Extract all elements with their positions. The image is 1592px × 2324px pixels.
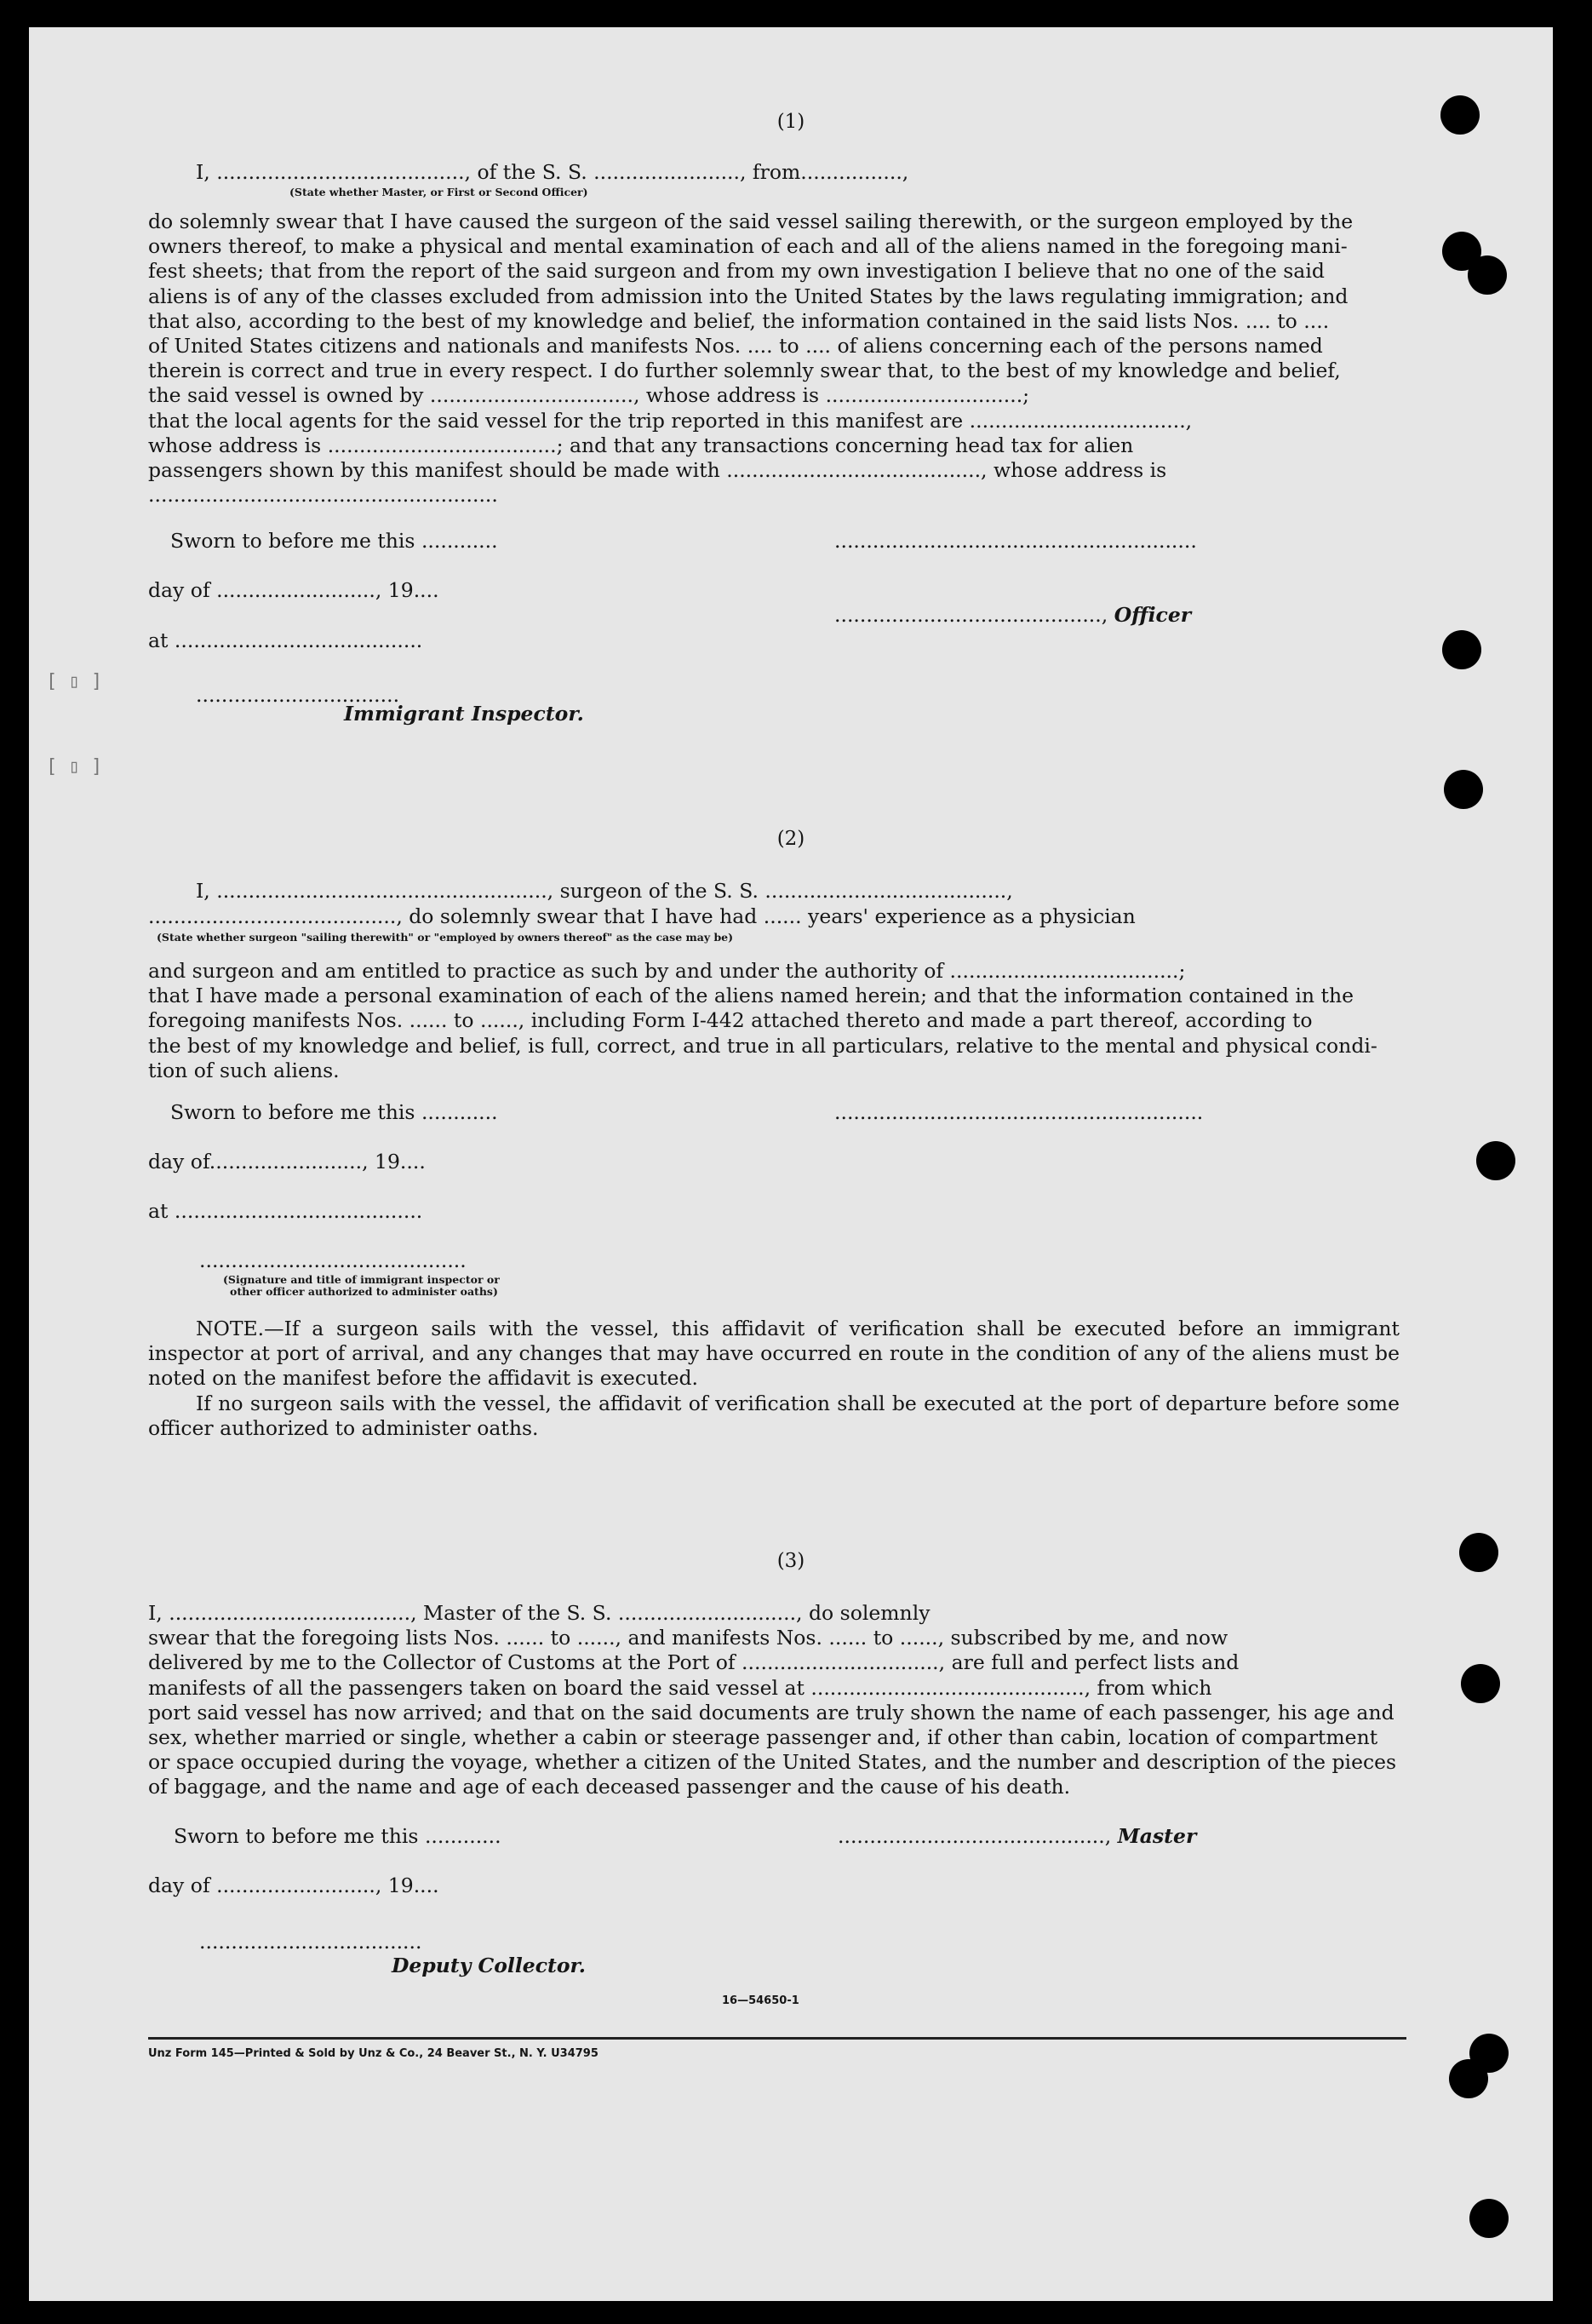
officer-dots: .........................................., bbox=[834, 603, 1114, 627]
section-2-sworn: Sworn to before me this ............ bbox=[170, 1100, 498, 1124]
body-line: of baggage, and the name and age of each deceased passenger and the cause of his death. bbox=[148, 1775, 1071, 1799]
body-line: aliens is of any of the classes excluded from admission into the United States by the laws regulating immigration; and bbox=[148, 284, 1349, 308]
section-2-at: at ....................................... bbox=[148, 1199, 423, 1223]
body-line: port said vessel has now arrived; and that on the said documents are truly shown the name of each passenger, his age and bbox=[148, 1700, 1394, 1724]
body-line: that the local agents for the said vessel for the trip reported in this manifest are .................................., bbox=[148, 408, 1193, 433]
section-3-number: (3) bbox=[776, 1550, 805, 1572]
master-label: Master bbox=[1117, 1824, 1197, 1848]
section-3-deputy-dots: ................................... bbox=[199, 1930, 422, 1954]
section-2-surgeon-note: (State whether surgeon "sailing therewith" or "employed by owners thereof" as the case may be) bbox=[157, 931, 734, 944]
body-line: delivered by me to the Collector of Customs at the Port of ..............................., are full and perfect lists and bbox=[148, 1650, 1240, 1675]
punch-hole bbox=[1468, 255, 1507, 295]
section-2-signature-note-1: (Signature and title of immigrant inspector or bbox=[223, 1273, 500, 1286]
footer-rule bbox=[148, 2037, 1406, 2040]
body-line: I, ......................................, Master of the S. S. ............................, do solemnly bbox=[148, 1601, 931, 1625]
body-line: ....................................................... bbox=[148, 483, 498, 508]
punch-hole bbox=[1461, 1664, 1500, 1703]
body-line: passengers shown by this manifest should be made with ........................................, whose address is bbox=[148, 458, 1167, 482]
body-line: that I have made a personal examination of each of the aliens named herein; and that the information contained in the bbox=[148, 984, 1354, 1008]
note-label: NOTE. bbox=[196, 1317, 265, 1340]
body-line: swear that the foregoing lists Nos. ...... to ......, and manifests Nos. ...... to ......, subscribed by me, and now bbox=[148, 1626, 1228, 1650]
section-1-officer-note: (State whether Master, or First or Second Officer) bbox=[289, 186, 588, 198]
section-1-sworn: Sworn to before me this ............ bbox=[170, 529, 498, 553]
form-code: 16—54650-1 bbox=[722, 1994, 799, 2007]
body-line: that also, according to the best of my knowledge and belief, the information contained in the said lists Nos. .... to .... bbox=[148, 308, 1330, 333]
section-2-signature-note-2: other officer authorized to administer oaths) bbox=[230, 1285, 498, 1298]
section-1-first-line: I, ......................................., of the S. S. ......................., from................, bbox=[196, 160, 909, 184]
punch-hole bbox=[1469, 2199, 1509, 2238]
section-2-signature-dots: .......................................... bbox=[199, 1248, 467, 1272]
body-line: owners thereof, to make a physical and mental examination of each and all of the aliens named in the foregoing mani- bbox=[148, 234, 1348, 259]
punch-hole bbox=[1449, 2059, 1488, 2098]
section-2-number: (2) bbox=[776, 828, 805, 850]
body-line: and surgeon and am entitled to practice as such by and under the authority of ....................................; bbox=[148, 959, 1186, 983]
section-2-note bbox=[148, 1317, 1400, 1391]
body-line: of United States citizens and nationals and manifests Nos. .... to .... of aliens concerning each of the persons named bbox=[148, 334, 1323, 358]
master-dots: .........................................., bbox=[838, 1824, 1118, 1848]
punch-hole bbox=[1444, 770, 1483, 809]
body-line: foregoing manifests Nos. ...... to ......, including Form I-442 attached thereto and made a part thereof, according to bbox=[148, 1008, 1313, 1033]
section-2-signature-line: .......................................................... bbox=[834, 1100, 1204, 1124]
body-line: therein is correct and true in every respect. I do further solemnly swear that, to the best of my knowledge and belief, bbox=[148, 359, 1341, 383]
body-line: sex, whether married or single, whether a cabin or steerage passenger and, if other than cabin, location of compartment bbox=[148, 1725, 1378, 1749]
body-line: manifests of all the passengers taken on board the said vessel at ..........................................., from which bbox=[148, 1675, 1212, 1700]
section-2-day: day of........................, 19.... bbox=[148, 1150, 426, 1173]
form-sheet bbox=[29, 27, 1553, 2301]
section-3-deputy-label: Deputy Collector. bbox=[392, 1954, 586, 1977]
punch-hole bbox=[1476, 1141, 1515, 1180]
section-3-day: day of ........................., 19.... bbox=[148, 1874, 439, 1897]
printer-footer: Unz Form 145—Printed & Sold by Unz & Co., 24 Beaver St., N. Y. U34795 bbox=[148, 2047, 598, 2060]
section-2-note-2: If no surgeon sails with the vessel, the affidavit of verification shall be executed at the port of departure before some officer authorized to administer oaths. bbox=[148, 1392, 1400, 1440]
faint-stamp-mark: [ ▯ ] bbox=[46, 756, 103, 778]
section-2-line-1: I, ...................................................., surgeon of the S. S. ......................................, bbox=[196, 879, 1013, 903]
section-2-line-2: ......................................., do solemnly swear that I have had ...... years' experience as a physician bbox=[148, 904, 1136, 928]
section-1-officer-line bbox=[834, 603, 1191, 628]
body-line: the best of my knowledge and belief, is full, correct, and true in all particulars, relative to the mental and physical condi- bbox=[148, 1033, 1377, 1058]
body-line: the said vessel is owned by ................................, whose address is ...............................; bbox=[148, 383, 1030, 408]
note-text: —If a surgeon sails with the vessel, this affidavit of verification shall be executed before an immigrant inspector at port of arrival, and any changes that may have occurred en route in the condition of any of the aliens must be noted on the manifest before the affidavit is executed. bbox=[148, 1317, 1400, 1390]
section-1-at: at ....................................... bbox=[148, 628, 423, 652]
officer-label: Officer bbox=[1114, 603, 1192, 627]
section-3-sworn: Sworn to before me this ............ bbox=[174, 1824, 501, 1848]
body-line: or space occupied during the voyage, whether a citizen of the United States, and the number and description of the pieces bbox=[148, 1750, 1397, 1775]
section-1-inspector-label: Immigrant Inspector. bbox=[344, 702, 584, 726]
section-1-number: (1) bbox=[776, 111, 805, 133]
body-line: whose address is ....................................; and that any transactions concerning head tax for alien bbox=[148, 433, 1134, 457]
body-line: do solemnly swear that I have caused the surgeon of the said vessel sailing therewith, or the surgeon employed by the bbox=[148, 209, 1354, 233]
faint-stamp-mark: [ ▯ ] bbox=[46, 671, 103, 692]
punch-hole bbox=[1442, 630, 1481, 669]
body-line: fest sheets; that from the report of the said surgeon and from my own investigation I believe that no one of the said bbox=[148, 259, 1325, 284]
section-1-signature-line: ......................................................... bbox=[834, 529, 1197, 553]
section-1-day: day of ........................., 19.... bbox=[148, 578, 439, 602]
section-1-inspector-dots: ................................ bbox=[196, 683, 400, 707]
section-3-master-line bbox=[838, 1824, 1196, 1849]
body-line: tion of such aliens. bbox=[148, 1058, 340, 1082]
